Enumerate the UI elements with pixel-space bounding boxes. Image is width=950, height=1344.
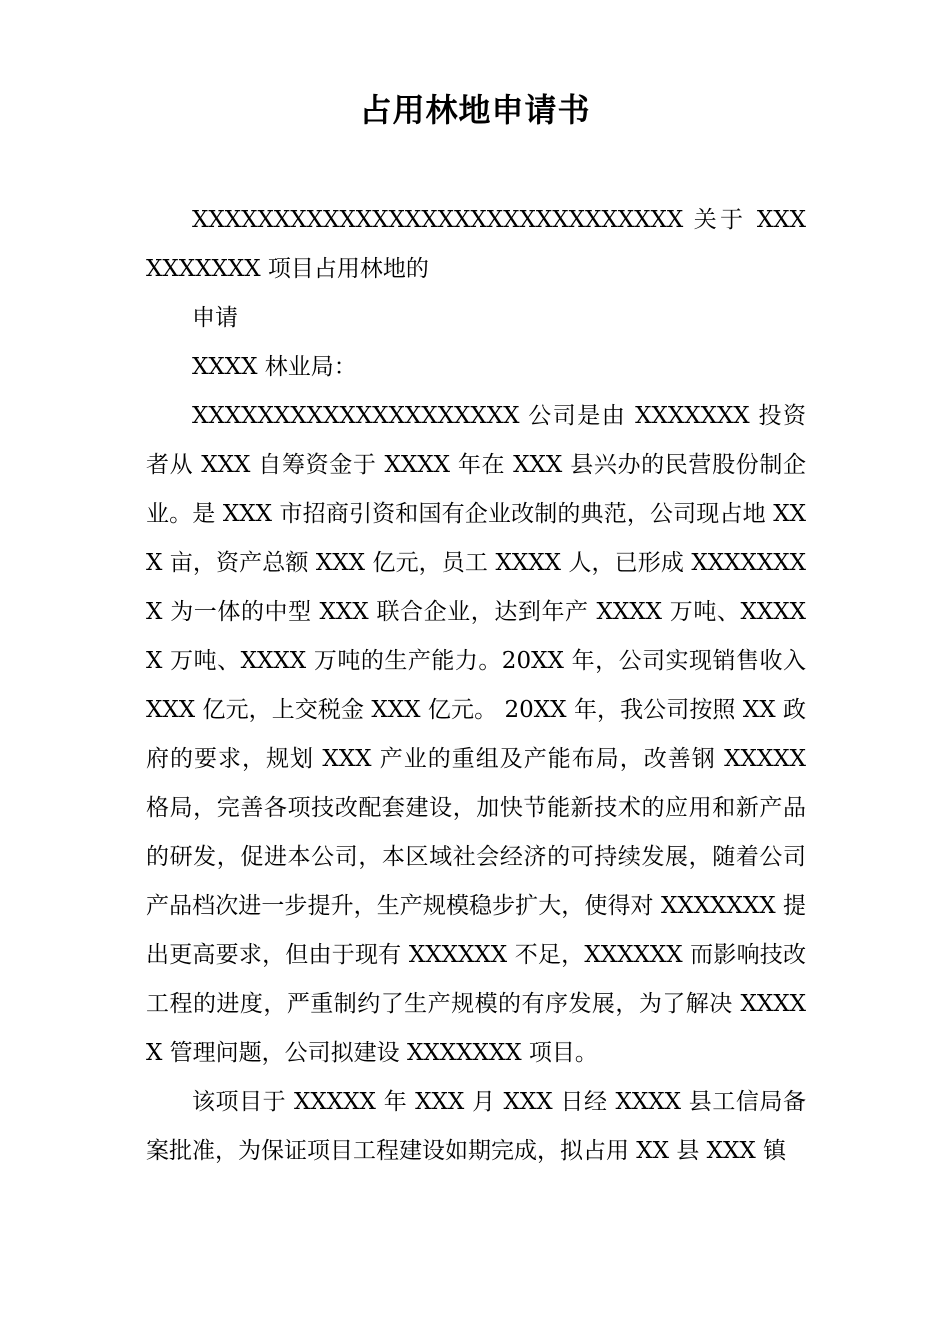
document-body [146,196,806,1176]
paragraph-company-profile: XXXXXXXXXXXXXXXXXXXX 公司是由 XXXXXXX 投资者从 XXX 自筹资金于 XXXX 年在 XXX 县兴办的民营股份制企业。是 XXX 市招商引资和国有企业改制的典范，公司现占地 XXX 亩，资产总额 XXX 亿元，员工 XXXX 人，已形成 XXXXXXXX 为一体的中型 XXX 联合企业，达到年产 XXXX 万吨、XXXXX 万吨、XXXX 万吨的生产能力。20XX 年，公司实现销售收入 XXX 亿元，上交税金 XXX 亿元。 20XX 年，我公司按照 XX 政府的要求，规划 XXX 产业的重组及产能布局，改善钢 XXXXX 格局，完善各项技改配套建设，加快节能新技术的应用和新产品的研发，促进本公司，本区域社会经济的可持续发展，随着公司产品档次进一步提升，生产规模稳步扩大，使得对 XXXXXXX 提出更高要求，但由于现有 XXXXXX 不足，XXXXXX 而影响技改工程的进度，严重制约了生产规模的有序发展，为了解决 XXXXX 管理问题，公司拟建设 XXXXXXX 项目。 [146,403,806,1066]
paragraph-project-approval: 该项目于 XXXXX 年 XXX 月 XXX 日经 XXXX 县工信局备案批准，为保证项目工程建设如期完成，拟占用 XX 县 XXX 镇 [146,1089,806,1164]
paragraph-addressee: XXXX 林业局： [192,354,357,380]
document-title: 占用林地申请书 [359,91,591,129]
paragraph-subject-continued: 申请 [192,305,238,331]
paragraph-subject: XXXXXXXXXXXXXXXXXXXXXXXXXXXXXX 关于 XXXXXXXXXX 项目占用林地的 [146,207,806,282]
